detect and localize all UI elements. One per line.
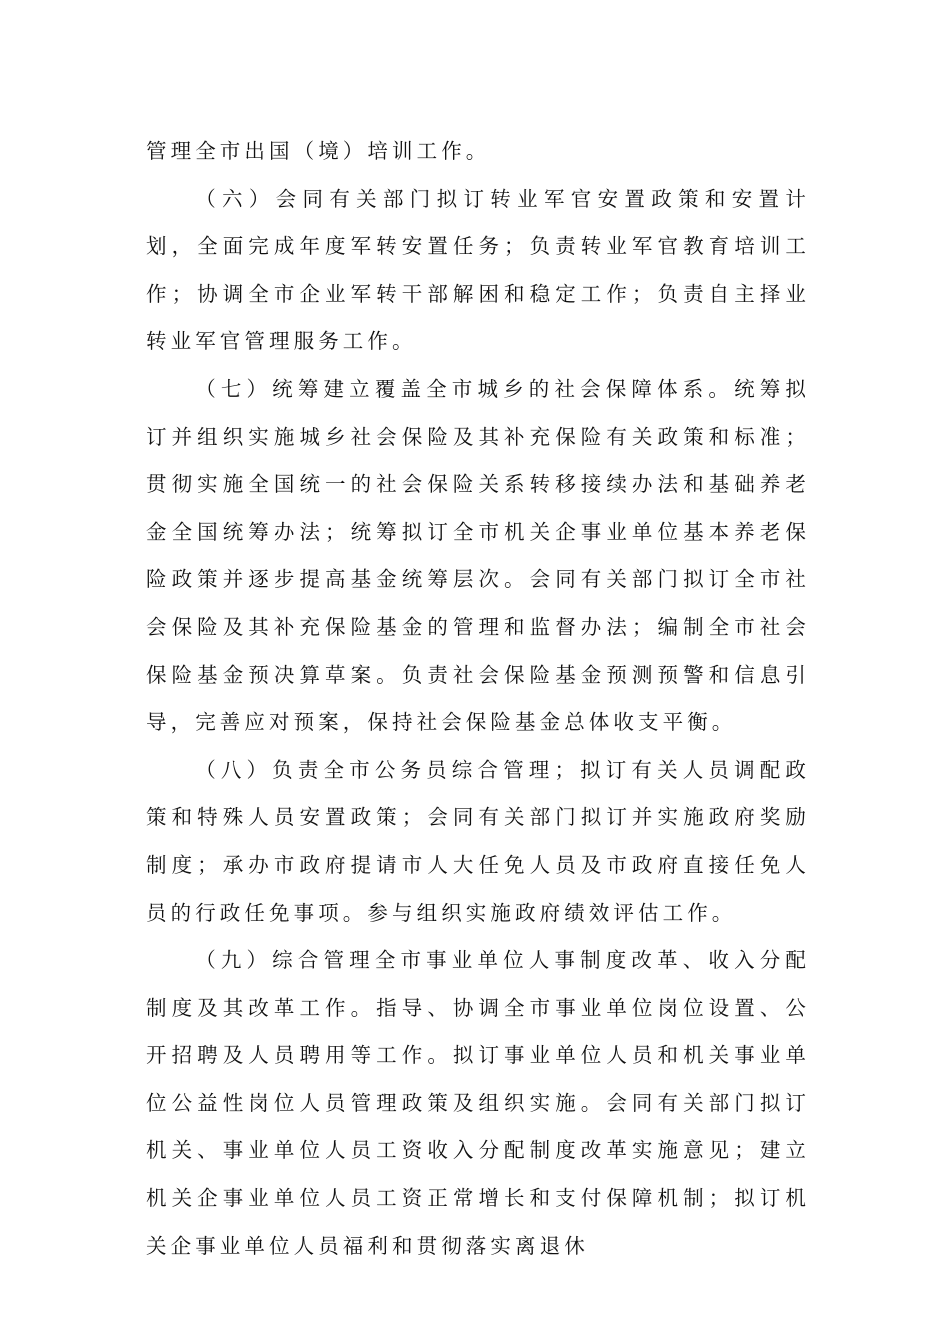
paragraph-item-nine: （九）综合管理全市事业单位人事制度改革、收入分配制度及其改革工作。指导、协调全市事业单位岗位设置、公开招聘及人员聘用等工作。拟订事业单位人员和机关事业单位公益性岗位人员管理政策及组织实施。会同有关部门拟订机关、事业单位人员工资收入分配制度改革实施意见；建立机关企事业单位人员工资正常增长和支付保障机制；拟订机关企事业单位人员福利和贯彻落实离退休 <box>146 948 810 1258</box>
paragraph-item-seven: （七）统筹建立覆盖全市城乡的社会保障体系。统筹拟订并组织实施城乡社会保险及其补充保险有关政策和标准；贯彻实施全国统一的社会保险关系转移接续办法和基础养老金全国统筹办法；统筹拟订全市机关企事业单位基本养老保险政策并逐步提高基金统筹层次。会同有关部门拟订全市社会保险及其补充保险基金的管理和监督办法；编制全市社会保险基金预决算草案。负责社会保险基金预测预警和信息引导，完善应对预案，保持社会保险基金总体收支平衡。 <box>146 376 810 735</box>
paragraph-item-six: （六）会同有关部门拟订转业军官安置政策和安置计划，全面完成年度军转安置任务；负责转业军官教育培训工作；协调全市企业军转干部解困和稳定工作；负责自主择业转业军官管理服务工作。 <box>146 186 810 354</box>
paragraph-continued: 管理全市出国（境）培训工作。 <box>146 139 491 163</box>
paragraph-item-eight: （八）负责全市公务员综合管理；拟订有关人员调配政策和特殊人员安置政策；会同有关部门拟订并实施政府奖励制度；承办市政府提请市人大任免人员及市政府直接任免人员的行政任免事项。参与组织实施政府绩效评估工作。 <box>146 757 810 925</box>
